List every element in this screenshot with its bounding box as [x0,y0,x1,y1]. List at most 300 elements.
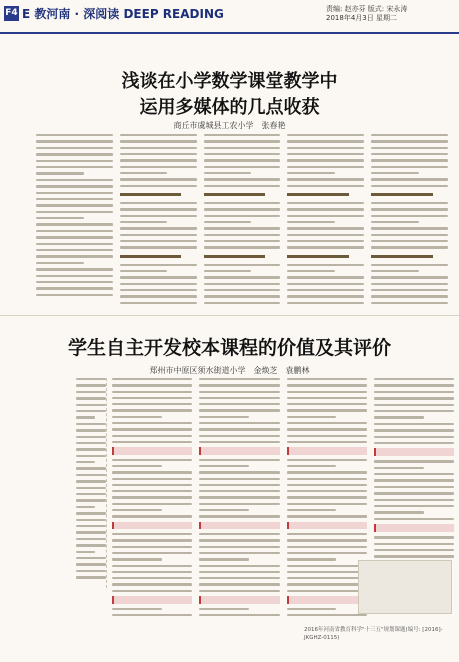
text-line-placeholder [112,428,192,430]
text-line-placeholder [36,249,113,251]
text-line-placeholder [287,270,335,272]
text-line-placeholder [199,484,279,486]
article2-column [287,378,367,616]
article2-byline: 郑州市中原区须水街道小学 金焕芝 袁鹏林 [149,366,310,375]
article1-byline: 商丘市虞城县工农小学 张春艳 [173,121,286,130]
subheading-placeholder [371,191,448,198]
text-line-placeholder [36,217,84,219]
text-line-placeholder [76,493,106,495]
text-line-placeholder [112,577,192,579]
text-line-placeholder [76,576,106,578]
text-line-placeholder [204,134,281,136]
subheading-placeholder [112,447,192,455]
text-line-placeholder [287,289,364,291]
text-line-placeholder [287,422,367,424]
text-line-placeholder [112,422,192,424]
text-line-placeholder [371,172,419,174]
text-line-placeholder [120,295,197,297]
text-line-placeholder [287,465,337,467]
text-line-placeholder [112,435,192,437]
section-title: E 教河南 · 深阅读 DEEP READING [22,7,224,21]
text-line-placeholder [112,441,192,443]
text-line-placeholder [36,294,113,296]
text-line-placeholder [287,178,364,180]
text-line-placeholder [287,166,364,168]
text-line-placeholder [374,410,454,412]
text-line-placeholder [371,159,448,161]
text-line-placeholder [371,134,448,136]
text-line-placeholder [287,185,364,187]
text-line-placeholder [371,302,448,304]
text-line-placeholder [371,208,448,210]
text-line-placeholder [287,484,367,486]
page-tag: F4 [4,6,19,21]
text-line-placeholder [374,467,424,469]
text-line-placeholder [36,236,113,238]
text-line-placeholder [120,283,197,285]
text-line-placeholder [374,391,454,393]
subheading-placeholder [287,596,367,604]
text-line-placeholder [36,140,113,142]
text-line-placeholder [371,153,448,155]
text-line-placeholder [76,391,106,393]
text-line-placeholder [120,153,197,155]
text-line-placeholder [287,503,367,505]
text-line-placeholder [112,558,162,560]
subheading-placeholder [204,191,281,198]
text-line-placeholder [371,221,419,223]
text-line-placeholder [76,384,106,386]
text-line-placeholder [204,283,281,285]
text-line-placeholder [120,227,197,229]
text-line-placeholder [112,397,192,399]
text-line-placeholder [287,490,367,492]
text-line-placeholder [36,172,84,174]
text-line-placeholder [76,480,106,482]
subheading-placeholder [120,253,197,260]
text-line-placeholder [199,435,279,437]
text-line-placeholder [371,270,419,272]
article1-column [204,134,281,304]
text-line-placeholder [287,202,364,204]
text-line-placeholder [287,208,364,210]
text-line-placeholder [199,571,279,573]
text-line-placeholder [287,283,364,285]
text-line-placeholder [204,264,281,266]
text-line-placeholder [120,134,197,136]
text-line-placeholder [287,276,364,278]
text-line-placeholder [199,478,279,480]
text-line-placeholder [199,384,279,386]
subheading-placeholder [371,253,448,260]
text-line-placeholder [199,496,279,498]
article1-title-line1: 浅谈在小学数学课堂教学中 [121,71,338,92]
text-line-placeholder [120,172,168,174]
text-line-placeholder [374,436,454,438]
subheading-placeholder [112,522,192,530]
text-line-placeholder [204,202,281,204]
article1-column [371,134,448,304]
header-info [326,5,407,23]
subheading-placeholder [287,191,364,198]
text-line-placeholder [36,185,113,187]
text-line-placeholder [120,289,197,291]
subheading-placeholder [287,447,367,455]
text-line-placeholder [120,246,197,248]
text-line-placeholder [204,147,281,149]
text-line-placeholder [112,403,192,405]
subheading-placeholder [199,447,279,455]
article2-abstract-sidebar [76,378,107,588]
text-line-placeholder [371,185,448,187]
text-line-placeholder [371,234,448,236]
text-line-placeholder [76,397,106,399]
text-line-placeholder [204,276,281,278]
text-line-placeholder [36,287,113,289]
text-line-placeholder [120,276,197,278]
text-line-placeholder [112,552,192,554]
text-line-placeholder [374,429,454,431]
text-line-placeholder [287,441,367,443]
text-line-placeholder [76,538,106,540]
article1-column [287,134,364,304]
text-line-placeholder [199,539,279,541]
text-line-placeholder [36,166,113,168]
text-line-placeholder [36,275,113,277]
text-line-placeholder [374,518,454,520]
text-line-placeholder [374,499,454,501]
text-line-placeholder [36,153,113,155]
text-line-placeholder [204,185,281,187]
text-line-placeholder [199,590,279,592]
article1-title-line2: 运用多媒体的几点收获 [139,97,320,118]
text-line-placeholder [199,471,279,473]
subheading-placeholder [204,253,281,260]
text-line-placeholder [112,484,192,486]
text-line-placeholder [371,283,448,285]
text-line-placeholder [36,211,113,213]
text-line-placeholder [287,246,364,248]
text-line-placeholder [204,140,281,142]
text-line-placeholder [76,467,106,469]
text-line-placeholder [199,465,249,467]
text-line-placeholder [120,202,197,204]
text-line-placeholder [287,583,367,585]
text-line-placeholder [371,166,448,168]
text-line-placeholder [120,240,197,242]
text-line-placeholder [120,215,197,217]
text-line-placeholder [76,404,106,406]
text-line-placeholder [287,215,364,217]
text-line-placeholder [76,378,106,380]
text-line-placeholder [287,478,367,480]
text-line-placeholder [112,384,192,386]
text-line-placeholder [112,515,192,517]
text-line-placeholder [287,471,367,473]
text-line-placeholder [371,276,448,278]
text-line-placeholder [371,147,448,149]
text-line-placeholder [36,179,113,181]
text-line-placeholder [120,185,197,187]
text-line-placeholder [287,397,367,399]
text-line-placeholder [76,506,95,508]
text-line-placeholder [76,487,106,489]
text-line-placeholder [199,409,279,411]
text-line-placeholder [199,459,279,461]
text-line-placeholder [199,403,279,405]
text-line-placeholder [204,295,281,297]
text-line-placeholder [204,208,281,210]
subheading-placeholder [287,253,364,260]
text-line-placeholder [199,577,279,579]
text-line-placeholder [204,215,281,217]
text-line-placeholder [287,571,367,573]
text-line-placeholder [199,391,279,393]
text-line-placeholder [112,565,192,567]
text-line-placeholder [287,221,335,223]
text-line-placeholder [76,570,106,572]
text-line-placeholder [374,511,424,513]
text-line-placeholder [76,557,106,559]
text-line-placeholder [287,134,364,136]
text-line-placeholder [76,512,106,514]
text-line-placeholder [374,423,454,425]
text-line-placeholder [120,270,168,272]
text-line-placeholder [374,404,454,406]
text-line-placeholder [374,543,454,545]
text-line-placeholder [287,546,367,548]
text-line-placeholder [287,409,367,411]
text-line-placeholder [76,461,95,463]
text-line-placeholder [36,198,113,200]
text-line-placeholder [112,378,192,380]
text-line-placeholder [112,539,192,541]
text-line-placeholder [76,423,106,425]
text-line-placeholder [204,166,281,168]
text-line-placeholder [199,503,279,505]
text-line-placeholder [204,240,281,242]
text-line-placeholder [112,583,192,585]
text-line-placeholder [287,558,337,560]
text-line-placeholder [36,281,113,283]
text-line-placeholder [204,302,281,304]
text-line-placeholder [371,295,448,297]
text-line-placeholder [36,134,113,136]
text-line-placeholder [287,533,367,535]
text-line-placeholder [374,486,454,488]
text-line-placeholder [199,608,249,610]
text-line-placeholder [371,227,448,229]
text-line-placeholder [374,549,454,551]
text-line-placeholder [199,583,279,585]
text-line-placeholder [76,525,106,527]
text-line-placeholder [204,246,281,248]
text-line-placeholder [76,416,95,418]
text-line-placeholder [287,539,367,541]
text-line-placeholder [287,227,364,229]
text-line-placeholder [76,531,106,533]
text-line-placeholder [371,240,448,242]
subheading-placeholder [199,596,279,604]
text-line-placeholder [287,391,367,393]
text-line-placeholder [287,172,335,174]
text-line-placeholder [371,215,448,217]
text-line-placeholder [112,590,192,592]
text-line-placeholder [371,140,448,142]
text-line-placeholder [76,410,106,412]
text-line-placeholder [199,422,279,424]
text-line-placeholder [287,552,367,554]
text-line-placeholder [374,536,454,538]
subheading-placeholder [374,524,454,532]
header-rule [0,32,459,34]
text-line-placeholder [204,159,281,161]
text-line-placeholder [112,503,192,505]
text-line-placeholder [287,428,367,430]
text-line-placeholder [204,289,281,291]
text-line-placeholder [204,178,281,180]
text-line-placeholder [199,441,279,443]
subheading-placeholder [120,191,197,198]
date-line: 2018年4月3日 星期二 [326,14,397,22]
text-line-placeholder [36,223,113,225]
text-line-placeholder [76,499,106,501]
text-line-placeholder [76,442,106,444]
text-line-placeholder [287,416,337,418]
text-line-placeholder [287,240,364,242]
text-line-placeholder [199,397,279,399]
text-line-placeholder [374,479,454,481]
text-line-placeholder [112,571,192,573]
text-line-placeholder [120,166,197,168]
text-line-placeholder [120,140,197,142]
editor-line: 责编: 赵亦芬 版式: 宋永涛 [326,5,408,13]
text-line-placeholder [112,490,192,492]
text-line-placeholder [287,147,364,149]
text-line-placeholder [112,471,192,473]
text-line-placeholder [374,505,454,507]
text-line-placeholder [36,204,113,206]
text-line-placeholder [199,565,279,567]
text-line-placeholder [199,416,249,418]
text-line-placeholder [199,614,279,616]
text-line-placeholder [287,403,367,405]
text-line-placeholder [112,614,192,616]
text-line-placeholder [76,455,106,457]
text-line-placeholder [204,234,281,236]
article-divider [0,315,459,316]
text-line-placeholder [120,302,197,304]
text-line-placeholder [112,416,162,418]
text-line-placeholder [199,490,279,492]
text-line-placeholder [112,459,192,461]
text-line-placeholder [287,140,364,142]
text-line-placeholder [112,546,192,548]
text-line-placeholder [76,474,106,476]
text-line-placeholder [120,147,197,149]
text-line-placeholder [36,255,113,257]
text-line-placeholder [199,378,279,380]
text-line-placeholder [112,409,192,411]
text-line-placeholder [287,614,367,616]
text-line-placeholder [374,492,454,494]
text-line-placeholder [76,448,106,450]
text-line-placeholder [76,551,95,553]
text-line-placeholder [371,246,448,248]
text-line-placeholder [287,234,364,236]
text-line-placeholder [374,460,454,462]
text-line-placeholder [287,565,367,567]
subheading-placeholder [287,522,367,530]
text-line-placeholder [371,289,448,291]
text-line-placeholder [199,533,279,535]
text-line-placeholder [287,509,337,511]
article1-column [120,134,197,304]
text-line-placeholder [36,262,84,264]
text-line-placeholder [204,153,281,155]
text-line-placeholder [371,264,448,266]
text-line-placeholder [204,270,252,272]
text-line-placeholder [204,221,252,223]
text-line-placeholder [120,221,168,223]
article2-column [199,378,279,616]
subheading-placeholder [199,522,279,530]
footer-note: 2016年河南省教育科学"十三五"规划课题(编号: [2016]-JKGHZ-0115) [304,627,443,641]
text-line-placeholder [287,590,367,592]
text-line-placeholder [36,243,113,245]
text-line-placeholder [120,178,197,180]
subheading-placeholder [374,448,454,456]
page-header [0,0,459,40]
text-line-placeholder [199,558,249,560]
text-line-placeholder [374,442,454,444]
text-line-placeholder [287,295,364,297]
article1-body [36,134,448,304]
text-line-placeholder [287,496,367,498]
text-line-placeholder [374,555,454,557]
text-line-placeholder [120,159,197,161]
text-line-placeholder [112,478,192,480]
text-line-placeholder [287,459,367,461]
text-line-placeholder [76,429,106,431]
text-line-placeholder [120,208,197,210]
text-line-placeholder [287,515,367,517]
article2-column [112,378,192,616]
text-line-placeholder [76,544,106,546]
text-line-placeholder [374,473,454,475]
text-line-placeholder [287,378,367,380]
text-line-placeholder [36,147,113,149]
text-line-placeholder [112,608,162,610]
text-line-placeholder [199,428,279,430]
text-line-placeholder [287,264,364,266]
text-line-placeholder [287,608,337,610]
text-line-placeholder [371,178,448,180]
text-line-placeholder [112,509,162,511]
text-line-placeholder [374,397,454,399]
text-line-placeholder [199,515,279,517]
text-line-placeholder [112,391,192,393]
text-line-placeholder [287,435,367,437]
text-line-placeholder [371,202,448,204]
text-line-placeholder [120,234,197,236]
text-line-placeholder [204,172,252,174]
text-line-placeholder [199,509,249,511]
text-line-placeholder [76,563,106,565]
text-line-placeholder [36,230,113,232]
text-line-placeholder [112,533,192,535]
text-line-placeholder [112,465,162,467]
